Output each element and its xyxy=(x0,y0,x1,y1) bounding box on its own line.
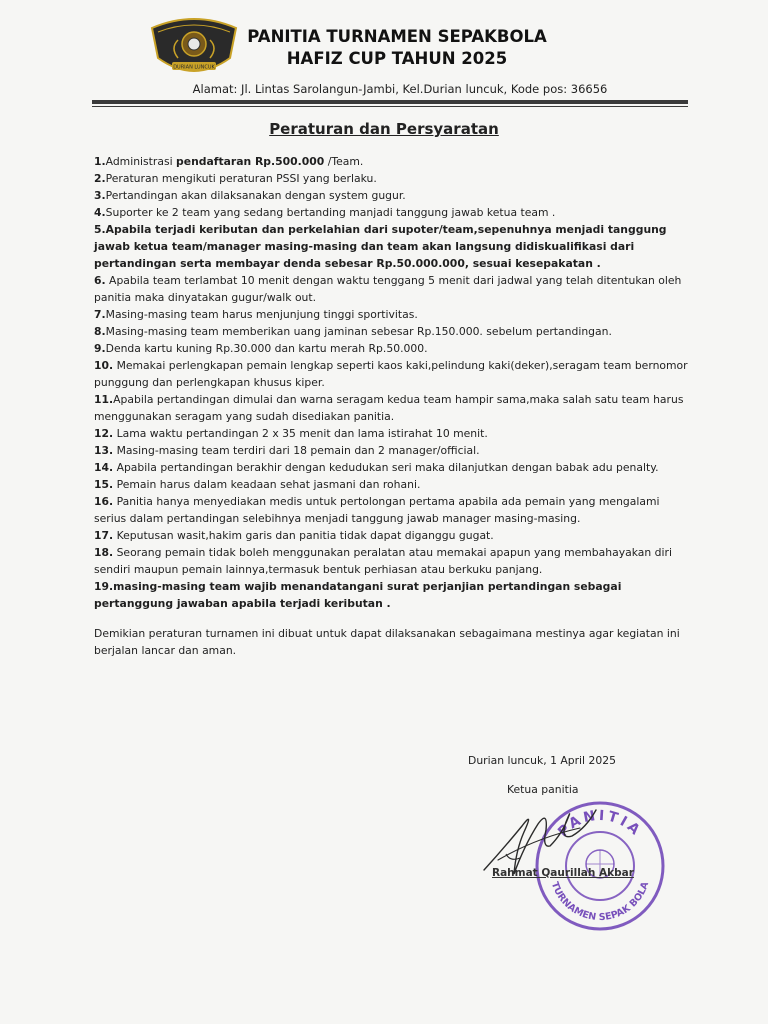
rule-item xyxy=(94,153,694,170)
signatory-name: Rahmat Qaurillah Akbar xyxy=(492,867,634,879)
rule-text: Pemain harus dalam keadaan sehat jasmani dan rohani. xyxy=(113,478,421,491)
rule-number: 10. xyxy=(94,359,114,372)
rule-item xyxy=(94,425,694,442)
stamp-text-top: PANITIA xyxy=(555,807,645,841)
rule-text-emphasis: pendaftaran Rp.500.000 xyxy=(176,155,325,168)
rule-item xyxy=(94,442,694,459)
rule-text: Lama waktu pertandingan 2 x 35 menit dan lama istirahat 10 menit. xyxy=(113,427,488,440)
rule-number: 14. xyxy=(94,461,114,474)
closing-paragraph: Demikian peraturan turnamen ini dibuat untuk dapat dilaksanakan sebagaimana mestinya agar kegiatan ini berjalan lancar dan aman. xyxy=(94,627,680,657)
rule-text: /Team. xyxy=(324,155,364,168)
stamp-text-bottom: TURNAMEN SEPAK BOLA xyxy=(548,880,652,924)
header-divider-thin xyxy=(92,106,688,107)
rule-number: 1. xyxy=(94,155,106,168)
rule-item xyxy=(94,170,694,187)
club-logo-icon xyxy=(148,14,240,80)
signature-place-date: Durian luncuk, 1 April 2025 xyxy=(468,754,616,767)
rule-item xyxy=(94,323,694,340)
rules-list xyxy=(94,153,694,612)
rule-item xyxy=(94,221,694,272)
rule-item xyxy=(94,391,694,425)
rule-text: masing-masing team wajib menandatangani surat perjanjian pertandingan sebagai pertanggung jawaban apabila terjadi keributan . xyxy=(94,580,622,610)
rule-text: Keputusan wasit,hakim garis dan panitia tidak dapat diganggu gugat. xyxy=(113,529,494,542)
rule-number: 12. xyxy=(94,427,114,440)
rule-item xyxy=(94,187,694,204)
logo-caption: DURIAN LUNCUK xyxy=(173,64,215,71)
rule-text: Apabila pertandingan dimulai dan warna seragam kedua team hampir sama,maka salah satu team harus menggunakan seragam yang sudah disediakan panitia. xyxy=(94,393,684,423)
rule-number: 15. xyxy=(94,478,114,491)
handwritten-signature xyxy=(476,788,626,898)
rule-number: 11. xyxy=(94,393,114,406)
rule-text: Administrasi xyxy=(105,155,177,168)
rule-text: Apabila terjadi keributan dan perkelahian dari supoter/team,sepenuhnya menjadi tanggung jawab ketua team/manager masing-masing dan team akan langsung didiskualifikasi dari pertandingan serta membayar denda sebesar Rp.50.000.000, sesuai kesepakatan . xyxy=(94,223,667,270)
rule-text: Apabila pertandingan berakhir dengan kedudukan seri maka dilanjutkan dengan babak adu penalty. xyxy=(113,461,659,474)
rule-item xyxy=(94,340,694,357)
rule-number: 19. xyxy=(94,580,114,593)
rule-item xyxy=(94,306,694,323)
letterhead-title xyxy=(232,26,562,70)
rule-item xyxy=(94,493,694,527)
rule-item xyxy=(94,544,694,578)
rule-text: Masing-masing team harus menjunjung tinggi sportivitas. xyxy=(105,308,418,321)
rule-number: 3. xyxy=(94,189,106,202)
rule-number: 17. xyxy=(94,529,114,542)
document-title: Peraturan dan Persyaratan xyxy=(269,120,499,138)
letterhead-address: Alamat: Jl. Lintas Sarolangun-Jambi, Kel.Durian luncuk, Kode pos: 36656 xyxy=(192,82,608,96)
rule-item xyxy=(94,476,694,493)
rule-text: Suporter ke 2 team yang sedang bertanding manjadi tanggung jawab ketua team . xyxy=(105,206,556,219)
rule-item xyxy=(94,459,694,476)
signature-role: Ketua panitia xyxy=(507,783,579,796)
rule-number: 5. xyxy=(94,223,106,236)
header-divider-thick xyxy=(92,100,688,104)
rule-text: Masing-masing team terdiri dari 18 pemain dan 2 manager/official. xyxy=(113,444,480,457)
rule-text: Seorang pemain tidak boleh menggunakan peralatan atau memakai apapun yang membahayakan diri sendiri maupun pemain lainnya,termasuk bentuk perhiasan atau berkuku panjang. xyxy=(94,546,672,576)
rule-number: 2. xyxy=(94,172,106,185)
rule-number: 16. xyxy=(94,495,114,508)
rule-item xyxy=(94,527,694,544)
rule-text: Denda kartu kuning Rp.30.000 dan kartu merah Rp.50.000. xyxy=(105,342,428,355)
rule-number: 18. xyxy=(94,546,114,559)
rule-text: Panitia hanya menyediakan medis untuk pertolongan pertama apabila ada pemain yang mengalami serius dalam pertandingan selebihnya menjadi tanggung jawab manager masing-masing. xyxy=(94,495,660,525)
rule-number: 8. xyxy=(94,325,106,338)
rule-text: Pertandingan akan dilaksanakan dengan system gugur. xyxy=(105,189,406,202)
rule-number: 6. xyxy=(94,274,106,287)
title-line-1: PANITIA TURNAMEN SEPAKBOLA xyxy=(247,27,547,46)
rule-item xyxy=(94,272,694,306)
rule-item xyxy=(94,578,694,612)
rule-text: Masing-masing team memberikan uang jaminan sebesar Rp.150.000. sebelum pertandingan. xyxy=(105,325,612,338)
rule-number: 13. xyxy=(94,444,114,457)
rule-item xyxy=(94,357,694,391)
rule-number: 9. xyxy=(94,342,106,355)
rule-text: Peraturan mengikuti peraturan PSSI yang berlaku. xyxy=(105,172,377,185)
rule-item xyxy=(94,204,694,221)
title-line-2: HAFIZ CUP TAHUN 2025 xyxy=(286,49,508,68)
rule-number: 4. xyxy=(94,206,106,219)
rule-text: Apabila team terlambat 10 menit dengan waktu tenggang 5 menit dari jadwal yang telah ditentukan oleh panitia maka dinyatakan gugur/walk out. xyxy=(94,274,682,304)
rule-text: Memakai perlengkapan pemain lengkap seperti kaos kaki,pelindung kaki(deker),seragam team bernomor punggung dan perlengkapan khusus kiper. xyxy=(94,359,688,389)
rule-number: 7. xyxy=(94,308,106,321)
